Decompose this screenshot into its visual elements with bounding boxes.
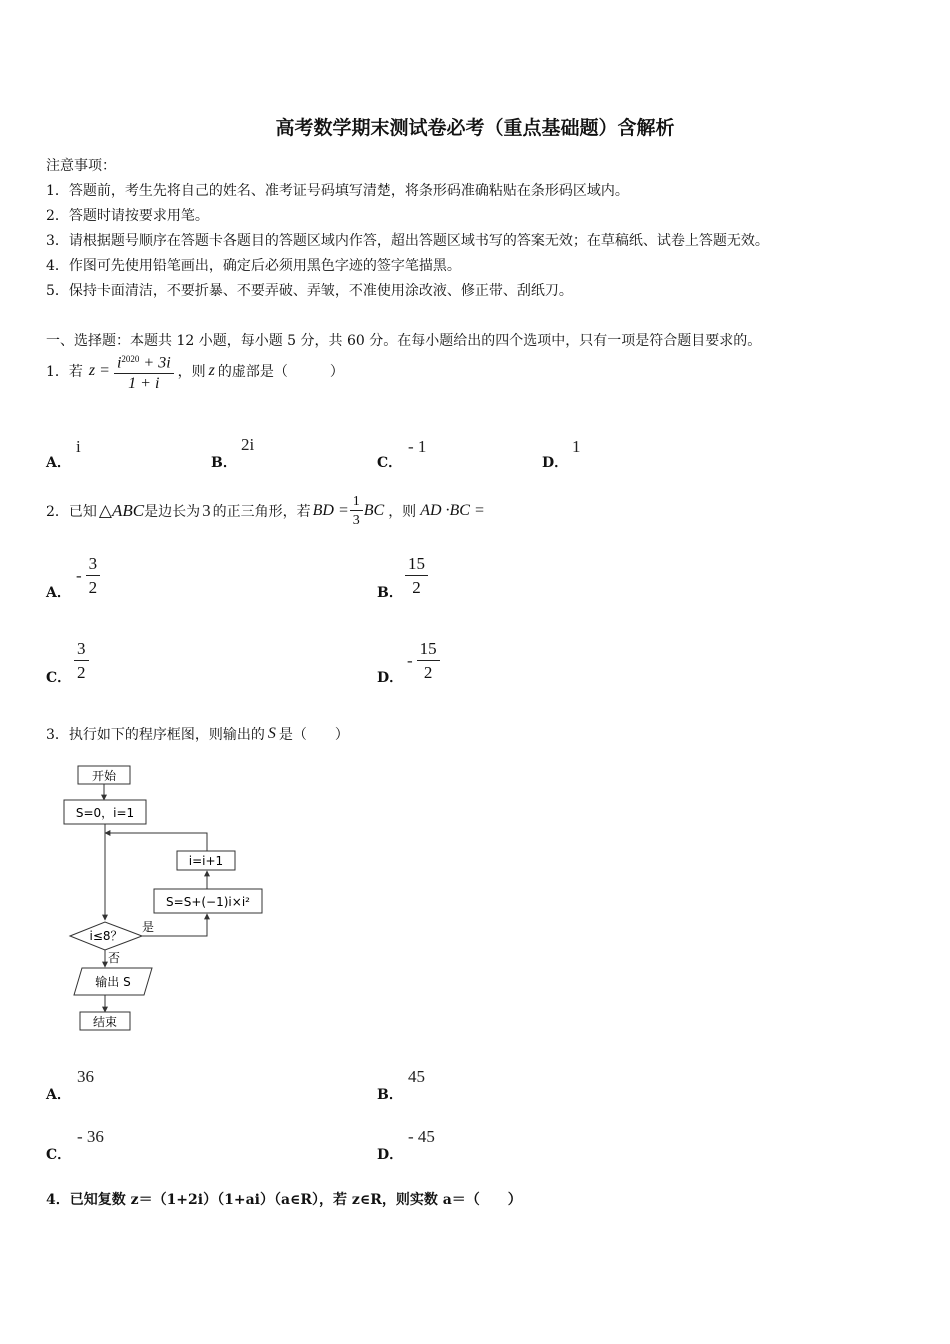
- q2-option-b-n: 15: [405, 554, 428, 576]
- q2-option-a-sign: -: [76, 566, 82, 585]
- q1-option-d-label: D．: [542, 455, 569, 471]
- q2-option-b-label: B．: [377, 585, 403, 601]
- q2-option-c-fraction: [74, 639, 89, 683]
- q1-option-d-value: 1: [572, 437, 581, 456]
- q1-num-exp: 2020: [121, 354, 140, 364]
- q1-eq: =: [99, 362, 110, 380]
- flow-init-text: S=0，i=1: [75, 806, 135, 820]
- q2-option-a-fraction: [86, 554, 101, 598]
- q1-den: 1 + i: [128, 374, 160, 392]
- notice-heading: 注意事项：: [46, 158, 116, 174]
- notice-item-2: 2．答题时请按要求用笔。: [46, 208, 209, 224]
- question-1: [46, 352, 344, 391]
- q1-num-base: i: [116, 354, 122, 372]
- flow-yes-text: 是: [142, 920, 155, 934]
- q3-option-c-label: C．: [46, 1147, 72, 1163]
- q3-option-a-value: 36: [77, 1067, 94, 1086]
- flow-start-text: 开始: [91, 769, 117, 783]
- q1-prefix: 1．若: [46, 364, 83, 381]
- q1-option-b-value: 2i: [241, 435, 255, 454]
- notice-item-1: 1．答题前，考生先将自己的姓名、准考证号码填写清楚，将条形码准确粘贴在条形码区域内。: [46, 183, 629, 199]
- q2-bc: BC: [363, 502, 385, 519]
- q1-option-b-label: B．: [211, 455, 237, 471]
- q1-z: z: [88, 362, 96, 380]
- q2-option-a-label: A．: [46, 585, 71, 601]
- flow-end-text: 结束: [92, 1015, 118, 1029]
- q2-option-b-fraction: [405, 554, 428, 598]
- q2-option-c-n: 3: [74, 639, 89, 661]
- q3-s: S: [267, 725, 276, 742]
- notice-item-3: 3．请根据题号顺序在答题卡各题目的答题区域内作答，超出答题区域书写的答案无效；在草稿纸、试卷上答题无效。: [46, 233, 769, 249]
- q2-bd: BD =: [312, 502, 349, 519]
- q2-fraction: [350, 494, 363, 528]
- q2-option-d-value: [407, 639, 440, 683]
- q3-option-d-value: - 45: [408, 1127, 435, 1146]
- q1-option-a-value: i: [76, 437, 81, 456]
- q2-mid1: 是边长为: [144, 504, 201, 520]
- flow-cond-text: i≤8？: [89, 929, 123, 943]
- question-2: [46, 494, 485, 528]
- flow-output-text: 输出 S: [95, 975, 131, 989]
- q1-option-a-label: A．: [46, 455, 71, 471]
- q1-option-c-value: - 1: [408, 437, 427, 456]
- q1-z2: z: [208, 362, 215, 380]
- q3-option-b-value: 45: [408, 1067, 425, 1086]
- q2-triangle: △ABC: [98, 501, 145, 520]
- q2-option-b-value: [405, 554, 428, 598]
- q2-option-c-value: [74, 639, 89, 683]
- q2-option-a-n: 3: [86, 554, 101, 576]
- q3-option-d-label: D．: [377, 1147, 404, 1163]
- flow-update-text: S=S+(−1)i×i²: [166, 895, 250, 909]
- q2-frac-d: 3: [352, 513, 360, 528]
- q3-prefix: 3．执行如下的程序框图，则输出的: [46, 727, 265, 743]
- q3-suffix: 是（ ）: [278, 727, 349, 743]
- q2-option-c-d: 2: [77, 663, 86, 682]
- q2-side: 3: [202, 501, 211, 520]
- flow-loop-back: [105, 833, 207, 851]
- q1-num-tail: + 3i: [139, 354, 171, 372]
- flowchart: [60, 760, 280, 1040]
- q2-prefix: 2．已知: [46, 504, 97, 520]
- q2-option-c-label: C．: [46, 670, 72, 686]
- q2-mid3: ，则: [388, 504, 417, 520]
- page-title: 高考数学期末测试卷必考（重点基础题）含解析: [275, 117, 675, 139]
- q3-option-c-value: - 36: [77, 1127, 104, 1146]
- q2-option-d-sign: -: [407, 651, 413, 670]
- q2-option-a-value: [76, 554, 100, 598]
- q1-option-c-label: C．: [377, 455, 403, 471]
- q1-suffix: 的虚部是（ ）: [217, 364, 344, 381]
- section-heading: 一、选择题：本题共 12 小题，每小题 5 分，共 60 分。在每小题给出的四个选项中，只有一项是符合题目要求的。: [46, 333, 762, 349]
- q2-vector-expression: AD ·BC =: [420, 502, 485, 519]
- q3-option-b-label: B．: [377, 1087, 403, 1103]
- q2-option-d-label: D．: [377, 670, 404, 686]
- q2-mid2: 的正三角形，若: [212, 504, 311, 520]
- q2-option-b-d: 2: [412, 578, 421, 597]
- flow-no-text: 否: [108, 951, 121, 965]
- q1-fraction: [114, 352, 174, 391]
- question-4: 4．已知复数 z＝（1+2i）（1+ai）（a∈R），若 z∈R，则实数 a＝（ ）: [46, 1192, 522, 1208]
- q2-option-d-n: 15: [417, 639, 440, 661]
- q2-frac-n: 1: [350, 494, 363, 511]
- q1-middle: ，则: [177, 364, 206, 381]
- q2-option-a-d: 2: [88, 578, 98, 597]
- q3-option-a-label: A．: [46, 1087, 71, 1103]
- notice-item-5: 5．保持卡面清洁，不要折暴、不要弄破、弄皱，不准使用涂改液、修正带、刮纸刀。: [46, 283, 573, 299]
- flow-inc-text: i=i+1: [188, 854, 224, 868]
- notice-item-4: 4．作图可先使用铅笔画出，确定后必须用黑色字迹的签字笔描黑。: [46, 258, 461, 274]
- question-3: [46, 724, 349, 744]
- q2-option-d-fraction: [417, 639, 440, 683]
- q2-option-d-d: 2: [423, 663, 433, 682]
